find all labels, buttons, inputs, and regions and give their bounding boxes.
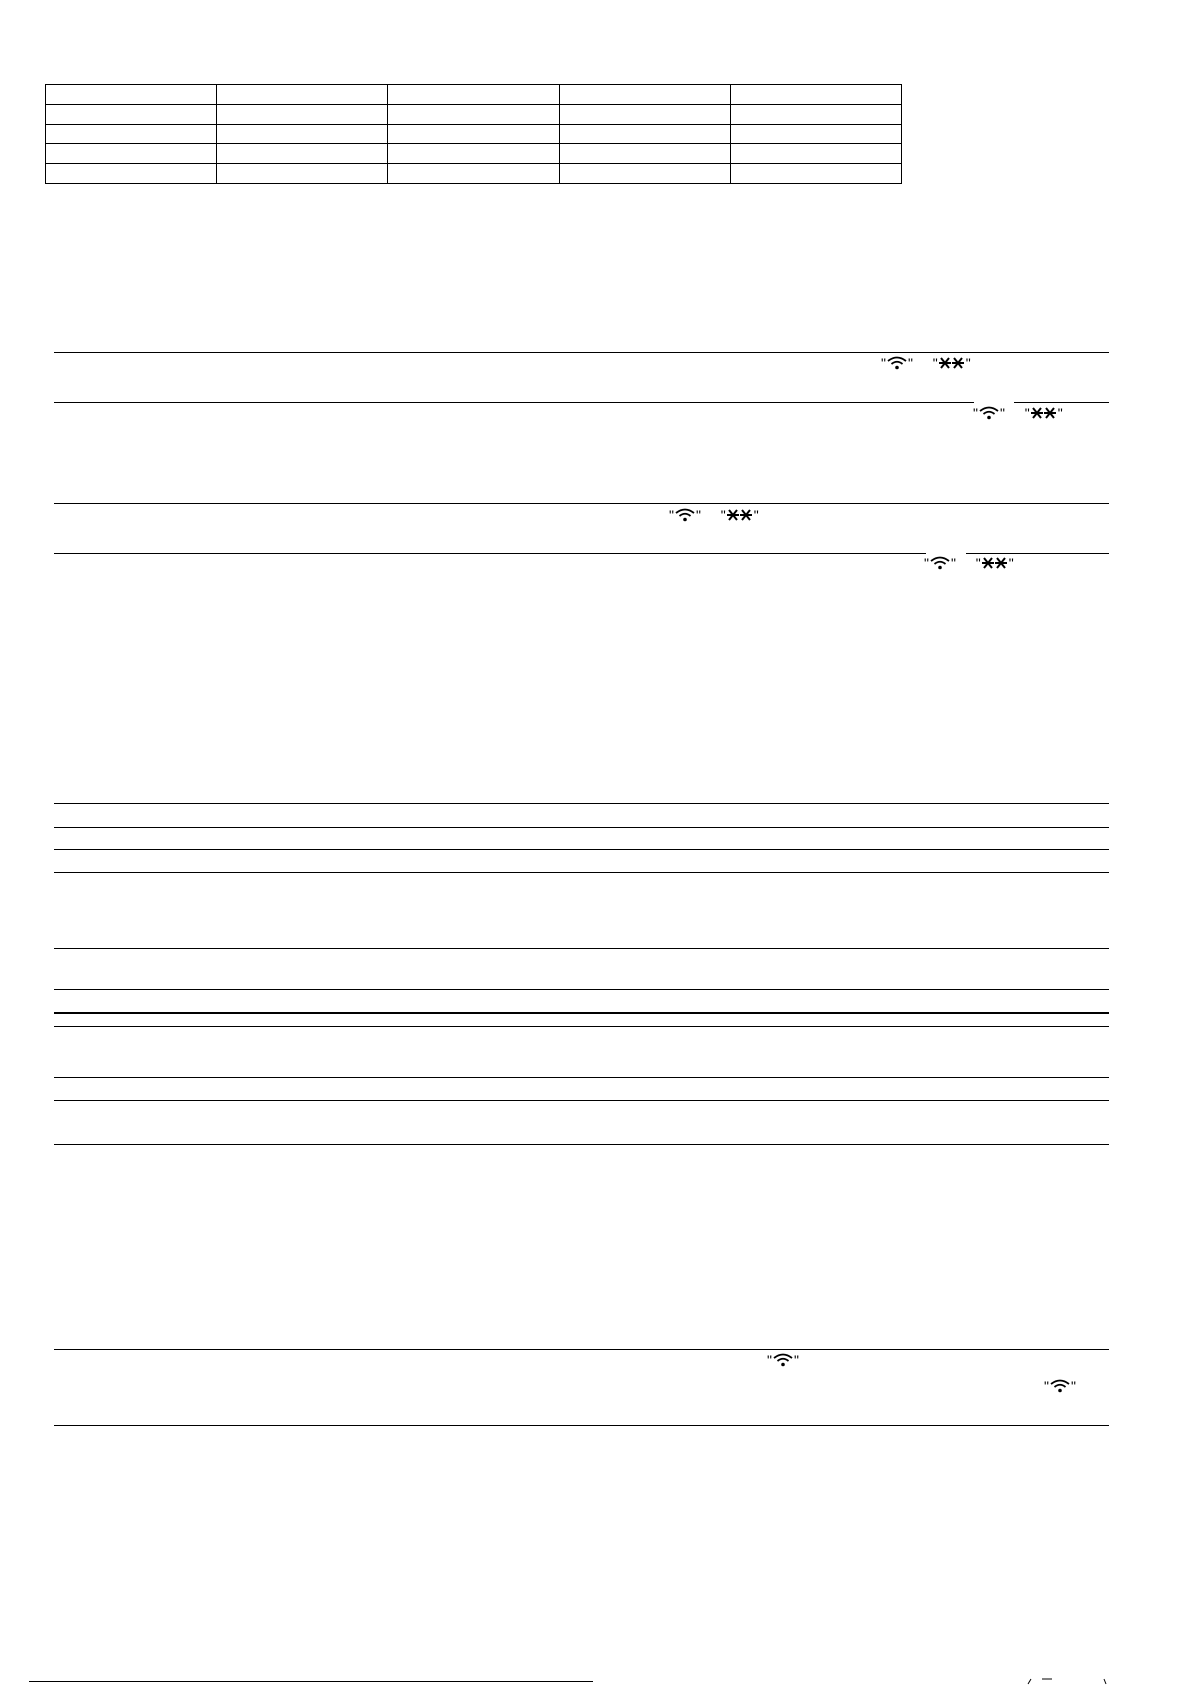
table-cell xyxy=(388,164,559,184)
data-table xyxy=(45,84,902,184)
wifi-signal-icon xyxy=(929,556,951,570)
rule xyxy=(54,1349,1109,1350)
quote-mark: " xyxy=(973,405,978,421)
icon-pair xyxy=(924,555,1014,571)
rule xyxy=(54,1077,1109,1078)
quote-mark: " xyxy=(1044,1378,1049,1394)
table-cell xyxy=(46,85,217,105)
quote-mark: " xyxy=(1070,1378,1076,1394)
rule xyxy=(966,553,1109,554)
rule xyxy=(54,803,1109,804)
table-cell xyxy=(559,124,730,144)
quote-mark: " xyxy=(669,507,674,523)
quote-mark: " xyxy=(1024,405,1030,421)
wifi-signal-icon xyxy=(978,406,1000,420)
table-cell xyxy=(388,124,559,144)
rule xyxy=(54,1100,1109,1101)
rule xyxy=(54,872,1109,873)
footer-rule xyxy=(29,1681,593,1682)
quote-mark: " xyxy=(720,507,726,523)
table-cell xyxy=(217,124,388,144)
table-cell xyxy=(559,144,730,164)
table-row xyxy=(46,104,902,124)
table-cell xyxy=(46,124,217,144)
wifi-signal-icon xyxy=(772,1353,794,1367)
table-cell xyxy=(217,164,388,184)
quote-mark: " xyxy=(975,555,981,571)
table-cell xyxy=(217,85,388,105)
table-cell xyxy=(217,104,388,124)
wifi-signal-icon xyxy=(886,356,908,370)
table-row xyxy=(46,85,902,105)
table-cell xyxy=(730,104,901,124)
quote-mark: " xyxy=(924,555,929,571)
table-cell xyxy=(46,104,217,124)
table-cell xyxy=(730,85,901,105)
table-cell xyxy=(217,144,388,164)
quote-mark: " xyxy=(999,405,1005,421)
table-cell xyxy=(559,104,730,124)
table-cell xyxy=(46,164,217,184)
table-cell xyxy=(388,144,559,164)
icon-pair xyxy=(669,507,759,523)
rule xyxy=(54,849,1109,850)
quote-mark: " xyxy=(965,355,971,371)
icon-pair xyxy=(1044,1378,1076,1394)
table-cell xyxy=(388,104,559,124)
rule xyxy=(54,503,1109,504)
table-cell xyxy=(730,144,901,164)
double-asterisk-icon xyxy=(1030,406,1058,420)
wifi-signal-icon xyxy=(674,508,696,522)
table-cell xyxy=(559,164,730,184)
table-row xyxy=(46,144,902,164)
rule xyxy=(54,402,974,403)
quote-mark: " xyxy=(1057,405,1063,421)
double-asterisk-icon xyxy=(726,508,754,522)
quote-mark: " xyxy=(793,1352,799,1368)
rule xyxy=(54,989,1109,990)
rule xyxy=(1014,402,1109,403)
footer-mark-icon xyxy=(1022,1678,1112,1685)
table-cell xyxy=(388,85,559,105)
icon-pair xyxy=(881,355,971,371)
rule xyxy=(54,1144,1109,1145)
quote-mark: " xyxy=(695,507,701,523)
table-cell xyxy=(730,124,901,144)
table-cell xyxy=(559,85,730,105)
double-asterisk-icon xyxy=(981,556,1009,570)
wifi-signal-icon xyxy=(1049,1379,1071,1393)
rule xyxy=(54,1425,1109,1426)
double-asterisk-icon xyxy=(938,356,966,370)
quote-mark: " xyxy=(932,355,938,371)
rule xyxy=(54,1012,1109,1014)
quote-mark: " xyxy=(753,507,759,523)
quote-mark: " xyxy=(1008,555,1014,571)
rule xyxy=(54,1026,1109,1027)
table-cell xyxy=(730,164,901,184)
quote-mark: " xyxy=(767,1352,772,1368)
table-row xyxy=(46,124,902,144)
quote-mark: " xyxy=(881,355,886,371)
quote-mark: " xyxy=(907,355,913,371)
icon-pair xyxy=(767,1352,799,1368)
icon-pair xyxy=(973,405,1063,421)
rule xyxy=(54,553,926,554)
quote-mark: " xyxy=(950,555,956,571)
table-cell xyxy=(46,144,217,164)
rule xyxy=(54,948,1109,949)
rule xyxy=(54,352,1109,353)
rule xyxy=(54,827,1109,828)
table-row xyxy=(46,164,902,184)
